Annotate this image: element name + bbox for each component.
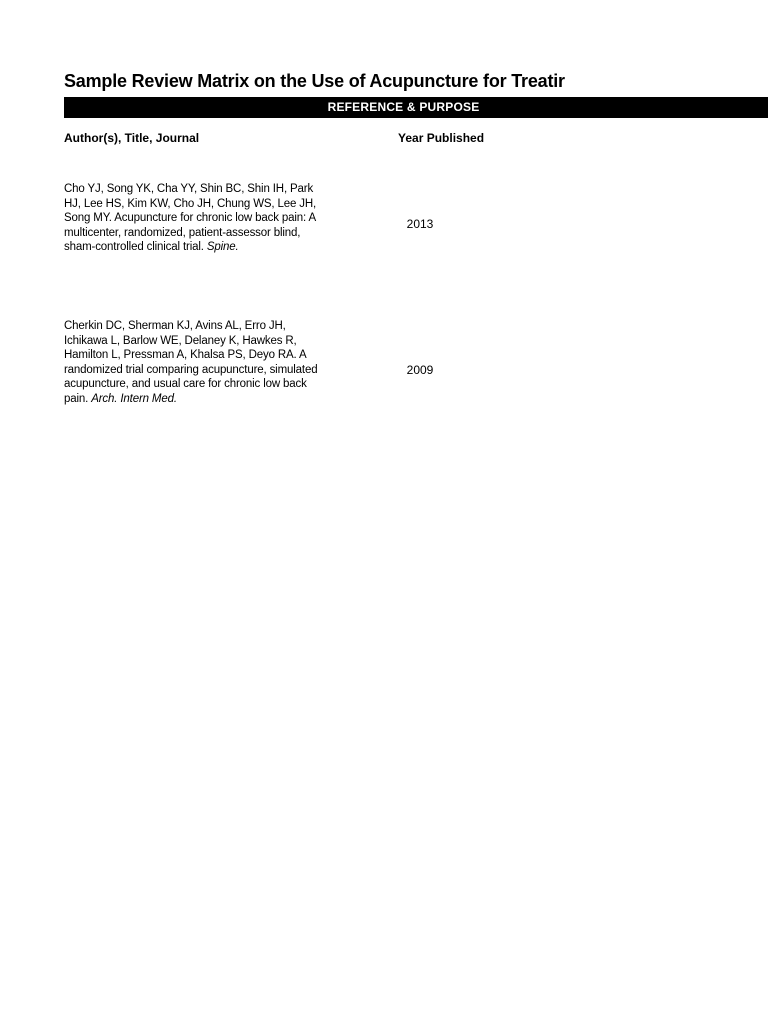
year-cell: 2009 xyxy=(406,363,434,377)
journal-name: Arch. Intern Med. xyxy=(91,392,177,405)
reference-cell xyxy=(64,182,320,255)
citation-text: Cho YJ, Song YK, Cha YY, Shin BC, Shin IH, Park HJ, Lee HS, Kim KW, Cho JH, Chung WS, Lee JH, Song MY. Acupuncture for chronic low back pain: A multicenter, randomized, patient-assessor blind, sham-controlled clinical trial. xyxy=(64,183,317,253)
page-title: Sample Review Matrix on the Use of Acupuncture for Treatir xyxy=(64,71,565,91)
column-header-author: Author(s), Title, Journal xyxy=(64,131,200,145)
section-header-label: REFERENCE & PURPOSE xyxy=(327,100,480,114)
citation-text: Cherkin DC, Sherman KJ, Avins AL, Erro JH, Ichikawa L, Barlow WE, Delaney K, Hawkes R, Hamilton L, Pressman A, Khalsa PS, Deyo RA. A randomized trial comparing acupuncture, simulated acupuncture, and usual care for chronic low back pain. xyxy=(64,320,318,405)
year-cell: 2013 xyxy=(406,217,434,231)
section-header-bar xyxy=(64,97,768,118)
reference-cell xyxy=(64,319,320,406)
journal-name: Spine. xyxy=(206,241,239,253)
column-header-year: Year Published xyxy=(398,131,485,145)
